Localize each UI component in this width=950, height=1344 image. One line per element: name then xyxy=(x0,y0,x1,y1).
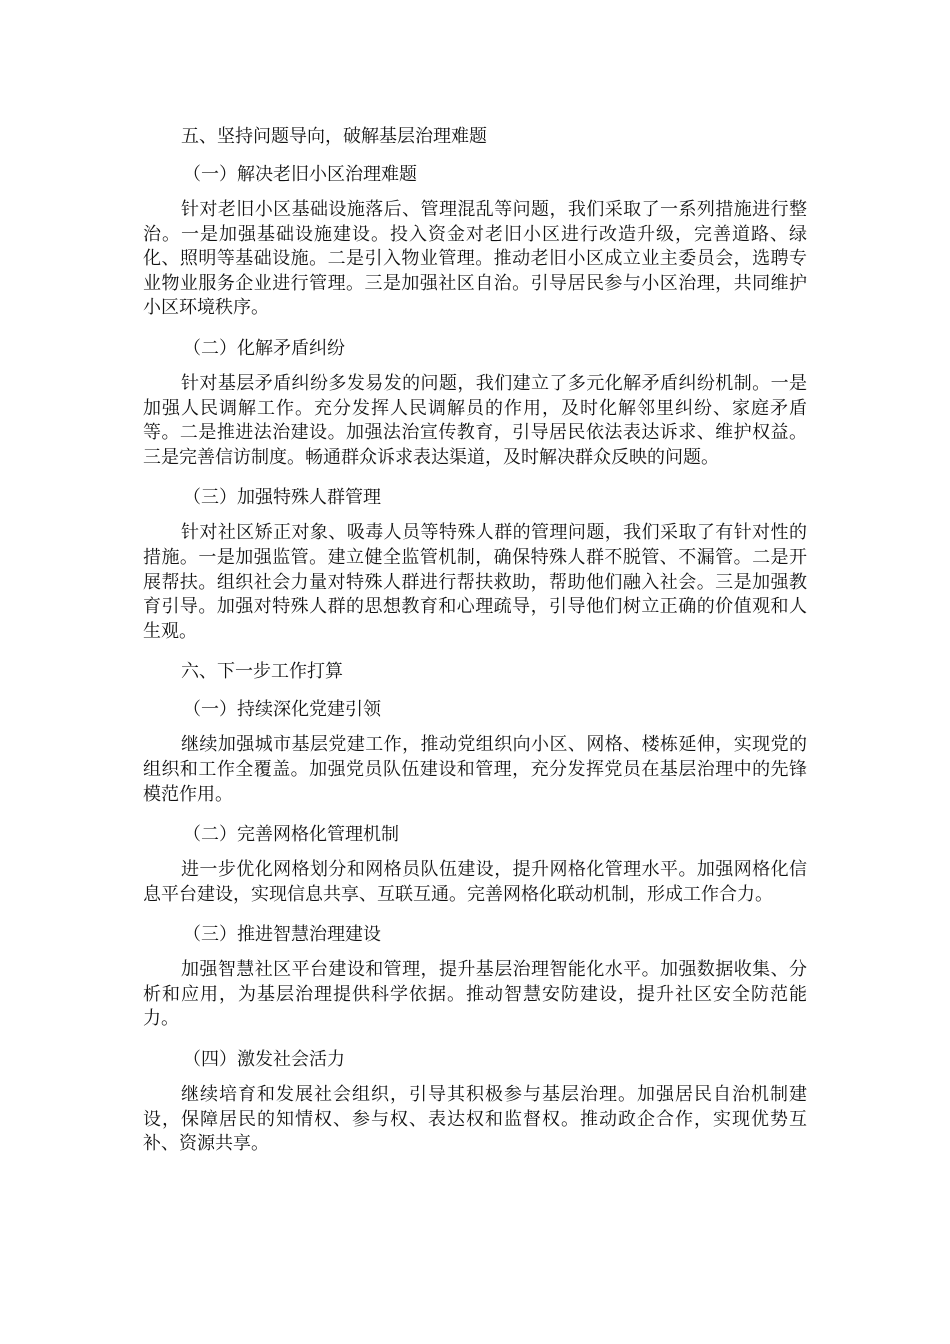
section-6-4-heading: （四）激发社会活力 xyxy=(183,1049,345,1071)
section-6-2-heading: （二）完善网格化管理机制 xyxy=(183,824,399,846)
section-6-4-paragraph: 继续培育和发展社会组织，引导其积极参与基层治理。加强居民自治机制建设，保障居民的知情权、参与权、表达权和监督权。推动政企合作，实现优势互补、资源共享。 xyxy=(143,1084,807,1155)
section-5-1-heading: （一）解决老旧小区治理难题 xyxy=(183,164,417,185)
section-6-1-heading: （一）持续深化党建引领 xyxy=(183,699,381,721)
section-6-3-heading: （三）推进智慧治理建设 xyxy=(183,924,381,946)
section-5-2-heading: （二）化解矛盾纠纷 xyxy=(183,337,345,359)
section-6-1-paragraph: 继续加强城市基层党建工作，推动党组织向小区、网格、楼栋延伸，实现党的组织和工作全覆盖。加强党员队伍建设和管理，充分发挥党员在基层治理中的先锋模范作用。 xyxy=(143,734,807,805)
document-body xyxy=(143,122,807,1170)
section-5-3-paragraph: 针对社区矫正对象、吸毒人员等特殊人群的管理问题，我们采取了有针对性的措施。一是加强监管。建立健全监管机制，确保特殊人群不脱管、不漏管。二是开展帮扶。组织社会力量对特殊人群进行帮扶救助，帮助他们融入社会。三是加强教育引导。加强对特殊人群的思想教育和心理疏导，引导他们树立正确的价值观和人生观。 xyxy=(143,522,807,642)
section-6-2-paragraph: 进一步优化网格划分和网格员队伍建设，提升网格化管理水平。加强网格化信息平台建设，实现信息共享、互联互通。完善网格化联动机制，形成工作合力。 xyxy=(143,859,807,905)
section-5-3-heading: （三）加强特殊人群管理 xyxy=(183,487,381,509)
section-6-title: 六、下一步工作打算 xyxy=(181,661,343,683)
section-6-3-paragraph: 加强智慧社区平台建设和管理，提升基层治理智能化水平。加强数据收集、分析和应用，为基层治理提供科学依据。推动智慧安防建设，提升社区安全防范能力。 xyxy=(143,959,807,1030)
section-5-title: 五、坚持问题导向，破解基层治理难题 xyxy=(181,126,487,147)
section-5-2-paragraph: 针对基层矛盾纠纷多发易发的问题，我们建立了多元化解矛盾纠纷机制。一是加强人民调解工作。充分发挥人民调解员的作用，及时化解邻里纠纷、家庭矛盾等。二是推进法治建设。加强法治宣传教育，引导居民依法表达诉求、维护权益。三是完善信访制度。畅通群众诉求表达渠道，及时解决群众反映的问题。 xyxy=(143,372,807,468)
section-5-1-paragraph: 针对老旧小区基础设施落后、管理混乱等问题，我们采取了一系列措施进行整治。一是加强基础设施建设。投入资金对老旧小区进行改造升级，完善道路、绿化、照明等基础设施。二是引入物业管理。推动老旧小区成立业主委员会，选聘专业物业服务企业进行管理。三是加强社区自治。引导居民参与小区治理，共同维护小区环境秩序。 xyxy=(143,199,807,319)
